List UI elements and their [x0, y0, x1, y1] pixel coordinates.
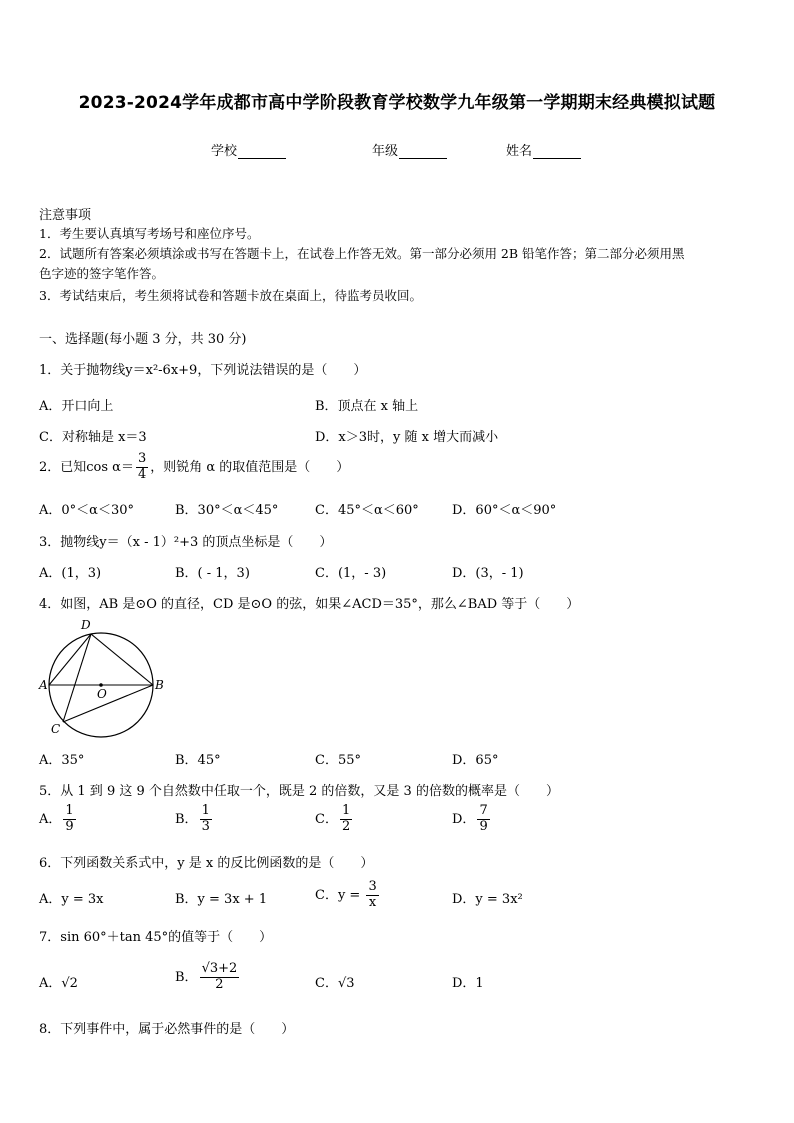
q6-c-frac	[366, 880, 378, 911]
chord-cd	[63, 634, 91, 722]
grade-field[interactable]	[372, 140, 447, 159]
q1-option-b[interactable]: B．顶点在 x 轴上	[315, 399, 419, 414]
segment-db	[91, 634, 153, 685]
q5-option-c[interactable]	[315, 804, 354, 835]
exam-title: 2023-2024学年成都市高中学阶段教育学校数学九年级第一学期期末经典模拟试题	[78, 93, 716, 113]
notes-heading: 注意事项	[39, 208, 92, 223]
q5-option-b[interactable]	[175, 804, 214, 835]
label-d: D	[81, 618, 91, 632]
q5-c-den: 2	[341, 818, 351, 834]
question-1-stem: 1．关于抛物线y＝x²-6x+9，下列说法错误的是（ ）	[39, 363, 367, 378]
note-item: 色字迹的签字笔作答。	[39, 266, 165, 281]
q3-option-b[interactable]: B．( - 1，3)	[175, 566, 250, 581]
q1-option-a[interactable]: A．开口向上	[39, 399, 114, 414]
question-3-stem: 3．抛物线y＝（x - 1）²+3 的顶点坐标是（ ）	[39, 535, 333, 550]
q2-option-c[interactable]: C．45°＜α＜60°	[315, 503, 419, 518]
q5-d-frac	[477, 804, 489, 835]
q3-option-c[interactable]: C．(1，- 3)	[315, 566, 387, 581]
q5-d-den: 9	[479, 818, 488, 834]
label-a: A	[39, 678, 48, 692]
question-5-stem: 5．从 1 到 9 这 9 个自然数中任取一个，既是 2 的倍数，又是 3 的倍数的概率是（ ）	[39, 784, 559, 799]
q5-a-num: 1	[65, 803, 74, 818]
q7-option-a[interactable]: A．√2	[39, 976, 78, 991]
question-6-stem: 6．下列函数关系式中，y 是 x 的反比例函数的是（ ）	[39, 856, 374, 871]
q5-d-label: D．	[452, 811, 476, 827]
circle-diagram	[36, 615, 166, 740]
label-c: C	[51, 722, 61, 736]
q6-option-b[interactable]: B．y = 3x + 1	[175, 892, 268, 907]
q5-option-a[interactable]	[39, 804, 78, 835]
section-heading: 一、选择题(每小题 3 分，共 30 分)	[39, 332, 247, 347]
q4-option-a[interactable]: A．35°	[39, 753, 85, 768]
q4-option-b[interactable]: B．45°	[175, 753, 221, 768]
name-field[interactable]	[506, 140, 581, 159]
q7-option-d[interactable]: D．1	[452, 976, 484, 991]
q7-b-label: B．	[175, 969, 198, 985]
q2-stem-pre: 2．已知cos α＝	[39, 459, 134, 475]
q6-option-d[interactable]: D．y = 3x²	[452, 892, 523, 907]
q7-option-b[interactable]	[175, 962, 241, 993]
note-item: 1．考生要认真填写考场号和座位序号。	[39, 226, 260, 241]
note-item: 2．试题所有答案必须填涂或书写在答题卡上，在试卷上作答无效。第一部分必须用 2B 铅笔作答；第二部分必须用黑	[39, 246, 685, 261]
school-label: 学校	[211, 144, 238, 159]
q6-option-c[interactable]	[315, 880, 381, 911]
q5-c-label: C．	[315, 811, 338, 827]
q5-b-frac	[200, 804, 212, 835]
q5-a-den: 9	[65, 818, 74, 834]
q5-b-den: 3	[201, 818, 210, 834]
q7-b-frac	[200, 962, 240, 993]
q4-option-c[interactable]: C．55°	[315, 753, 361, 768]
name-label: 姓名	[506, 144, 533, 159]
q5-c-num: 1	[341, 803, 351, 818]
q3-option-a[interactable]: A．(1，3)	[39, 566, 102, 581]
q7-option-c[interactable]: C．√3	[315, 976, 355, 991]
q2-option-b[interactable]: B．30°＜α＜45°	[175, 503, 279, 518]
q6-c-den: x	[368, 894, 377, 910]
q2-fraction	[136, 452, 148, 483]
q7-b-den: 2	[215, 976, 224, 992]
note-item: 3．考试结束后，考生须将试卷和答题卡放在桌面上，待监考员收回。	[39, 288, 422, 303]
q5-d-num: 7	[479, 803, 488, 818]
label-o: O	[97, 687, 107, 701]
grade-label: 年级	[372, 144, 399, 159]
school-field[interactable]	[211, 140, 286, 159]
q2-option-a[interactable]: A．0°＜α＜30°	[39, 503, 134, 518]
q5-b-label: B．	[175, 811, 198, 827]
q2-den: 4	[137, 466, 147, 482]
question-7-stem: 7．sin 60°＋tan 45°的值等于（ ）	[39, 930, 273, 945]
question-8-stem: 8．下列事件中，属于必然事件的是（ ）	[39, 1022, 295, 1037]
segment-cb	[63, 685, 153, 722]
q5-a-frac	[63, 804, 75, 835]
q1-option-d[interactable]: D．x＞3时，y 随 x 增大而减小	[315, 430, 499, 445]
q6-option-a[interactable]: A．y = 3x	[39, 892, 104, 907]
q6-c-num: 3	[368, 879, 377, 894]
q7-b-num: √3+2	[201, 961, 238, 976]
q5-b-num: 1	[201, 803, 210, 818]
q4-option-d[interactable]: D．65°	[452, 753, 499, 768]
q5-a-label: A．	[39, 811, 62, 827]
question-2-stem	[39, 452, 349, 483]
q6-c-pre: C．y =	[315, 887, 365, 903]
q2-option-d[interactable]: D．60°＜α＜90°	[452, 503, 557, 518]
question-4-stem: 4．如图，AB 是⊙O 的直径，CD 是⊙O 的弦，如果∠ACD＝35°，那么∠BAD 等于（ ）	[39, 597, 580, 612]
q2-stem-post: ，则锐角 α 的取值范围是（ ）	[150, 459, 350, 475]
q5-option-d[interactable]	[452, 804, 492, 835]
q1-option-c[interactable]: C．对称轴是 x＝3	[39, 430, 147, 445]
q3-option-d[interactable]: D．(3，- 1)	[452, 566, 524, 581]
label-b: B	[155, 678, 164, 692]
q2-num: 3	[137, 451, 147, 466]
q5-c-frac	[340, 804, 352, 835]
